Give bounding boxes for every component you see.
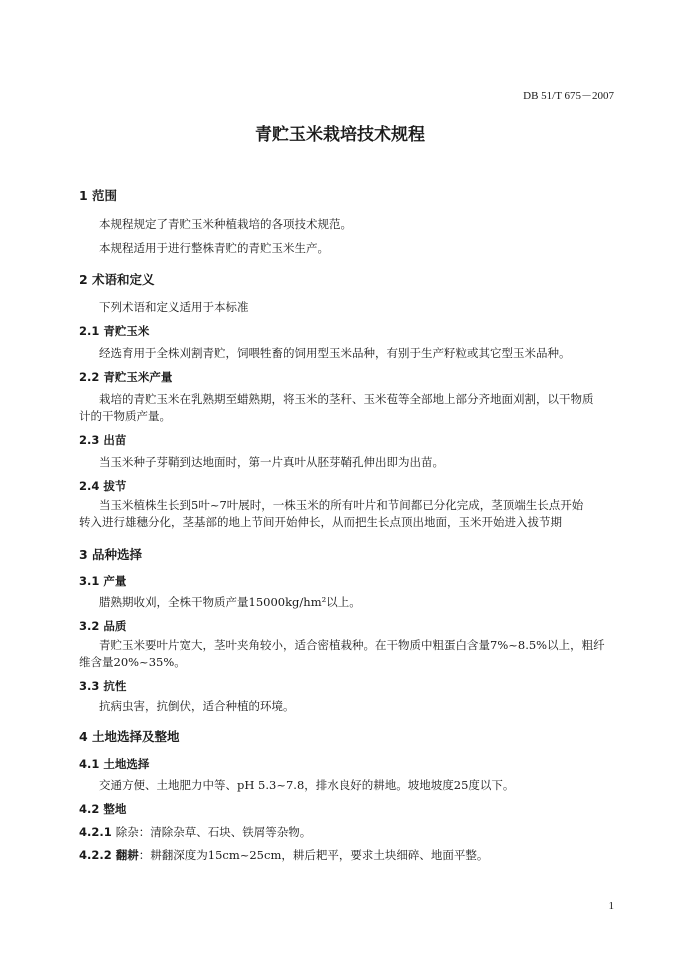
page-number: 1: [608, 900, 614, 912]
item-label: 除杂: [115, 825, 139, 839]
section-2-3-heading: 2.3 出苗: [79, 433, 127, 447]
section-3-3-para: 抗病虫害，抗倒伏，适合种植的环境。: [99, 699, 295, 713]
section-2-4-heading: 2.4 拔节: [79, 479, 127, 493]
section-1-heading: 1 范围: [79, 188, 118, 203]
section-2-1-para: 经选育用于全株刈割青贮，饲喂牲畜的饲用型玉米品种，有别于生产籽粒或其它型玉米品种。: [99, 346, 571, 360]
section-3-2-para-2: 维含量20%~35%。: [79, 655, 186, 669]
section-4-1-para: 交通方便、土地肥力中等、pH 5.3~7.8，排水良好的耕地。坡地坡度25度以下。: [99, 778, 515, 792]
section-3-heading: 3 品种选择: [79, 547, 143, 562]
item-number: 4.2.2: [79, 848, 116, 862]
section-1-para-2: 本规程适用于进行整株青贮的青贮玉米生产。: [99, 241, 329, 255]
section-3-2-para-1: 青贮玉米要叶片宽大，茎叶夹角较小，适合密植栽种。在干物质中粗蛋白含量7%~8.5%以上，粗纤: [99, 638, 605, 652]
section-2-2-para-1: 栽培的青贮玉米在乳熟期至蜡熟期，将玉米的茎秆、玉米苞等全部地上部分齐地面刈割，以干物质: [99, 392, 594, 406]
section-4-2-2-item: [79, 847, 488, 863]
item-text: ：耕翻深度为15cm~25cm，耕后耙平，要求土块细碎、地面平整。: [138, 848, 489, 862]
section-3-2-heading: 3.2 品质: [79, 619, 127, 633]
section-4-2-1-item: [79, 824, 311, 840]
section-2-1-heading: 2.1 青贮玉米: [79, 324, 150, 338]
section-1-para-1: 本规程规定了青贮玉米种植栽培的各项技术规范。: [99, 217, 352, 231]
section-2-4-para-2: 转入进行雄穗分化，茎基部的地上节间开始伸长，从而把生长点顶出地面，玉米开始进入拔节期: [79, 515, 562, 529]
section-3-1-para: 腊熟期收刈，全株干物质产量15000kg/hm²以上。: [99, 595, 361, 609]
item-number: 4.2.1: [79, 825, 116, 839]
section-2-4-para-1: 当玉米植株生长到5叶~7叶展时，一株玉米的所有叶片和节间都已分化完成，茎顶端生长点开始: [99, 498, 584, 512]
section-3-3-heading: 3.3 抗性: [79, 679, 127, 693]
section-2-2-para-2: 计的干物质产量。: [79, 409, 171, 423]
document-code: DB 51/T 675－2007: [523, 90, 614, 102]
section-3-1-heading: 3.1 产量: [79, 574, 127, 588]
section-2-intro: 下列术语和定义适用于本标准: [99, 300, 249, 314]
section-4-2-heading: 4.2 整地: [79, 802, 127, 816]
section-4-1-heading: 4.1 土地选择: [79, 757, 150, 771]
section-2-3-para: 当玉米种子芽鞘到达地面时，第一片真叶从胚芽鞘孔伸出即为出苗。: [99, 455, 444, 469]
item-label: 翻耕: [115, 848, 139, 862]
item-text: ：清除杂草、石块、铁屑等杂物。: [138, 825, 312, 839]
section-2-heading: 2 术语和定义: [79, 272, 155, 287]
section-4-heading: 4 土地选择及整地: [79, 729, 180, 744]
page-title: 青贮玉米栽培技术规程: [255, 125, 425, 145]
section-2-2-heading: 2.2 青贮玉米产量: [79, 370, 173, 384]
